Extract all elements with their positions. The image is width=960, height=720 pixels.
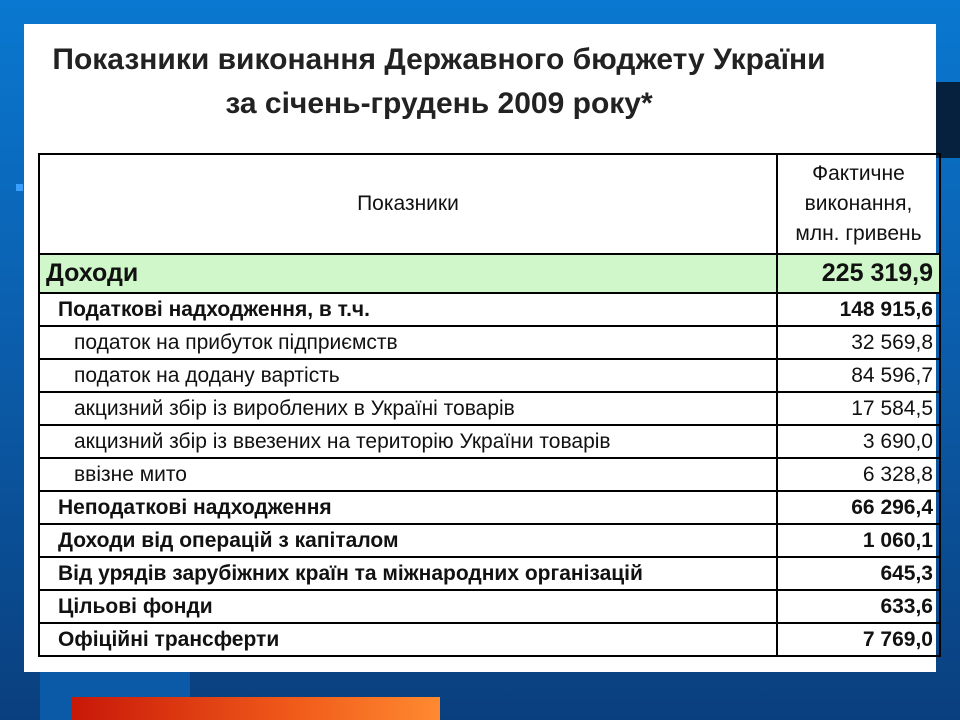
row-value: 66 296,4 <box>777 491 940 524</box>
table-row <box>39 590 940 623</box>
title-line-2: за січень-грудень 2009 року* <box>225 87 653 120</box>
row-value: 3 690,0 <box>777 425 940 458</box>
row-label: податок на додану вартість <box>39 359 777 392</box>
row-label: податок на прибуток підприємств <box>39 326 777 359</box>
table-row <box>39 557 940 590</box>
header-actual-execution <box>777 154 940 254</box>
row-label: Податкові надходження, в т.ч. <box>39 293 777 326</box>
table-row <box>39 392 940 425</box>
row-value: 84 596,7 <box>777 359 940 392</box>
row-value: 7 769,0 <box>777 623 940 656</box>
row-value: 633,6 <box>777 590 940 623</box>
row-label: Неподаткові надходження <box>39 491 777 524</box>
income-label: Доходи <box>39 254 777 293</box>
budget-table <box>38 153 941 657</box>
header-value-line-1: Фактичне <box>812 162 905 185</box>
row-label: ввізне мито <box>39 458 777 491</box>
row-label: Від урядів зарубіжних країн та міжнародних організацій <box>39 557 777 590</box>
slide-content-panel <box>24 24 936 672</box>
decorative-red-bar <box>72 697 440 720</box>
row-label: акцизний збір із вироблених в Україні товарів <box>39 392 777 425</box>
bullet-marker <box>16 184 23 191</box>
row-label: Цільові фонди <box>39 590 777 623</box>
title-line-1: Показники виконання Державного бюджету України <box>52 43 826 76</box>
row-value: 6 328,8 <box>777 458 940 491</box>
row-value: 148 915,6 <box>777 293 940 326</box>
header-value-line-3: млн. гривень <box>795 222 922 245</box>
row-label: акцизний збір із ввезених на територію України товарів <box>39 425 777 458</box>
table-row <box>39 491 940 524</box>
table-row <box>39 326 940 359</box>
table-row <box>39 293 940 326</box>
table-row <box>39 524 940 557</box>
header-indicators: Показники <box>39 154 777 254</box>
slide-title <box>24 38 854 126</box>
table-row <box>39 359 940 392</box>
header-value-line-2: виконання, <box>804 192 913 215</box>
table-row <box>39 623 940 656</box>
income-total-row <box>39 254 940 293</box>
row-label: Офіційні трансферти <box>39 623 777 656</box>
row-value: 1 060,1 <box>777 524 940 557</box>
row-value: 17 584,5 <box>777 392 940 425</box>
row-value: 32 569,8 <box>777 326 940 359</box>
table-row <box>39 425 940 458</box>
table-row <box>39 458 940 491</box>
income-value: 225 319,9 <box>777 254 940 293</box>
row-value: 645,3 <box>777 557 940 590</box>
table-header-row <box>39 154 940 254</box>
row-label: Доходи від операцій з капіталом <box>39 524 777 557</box>
